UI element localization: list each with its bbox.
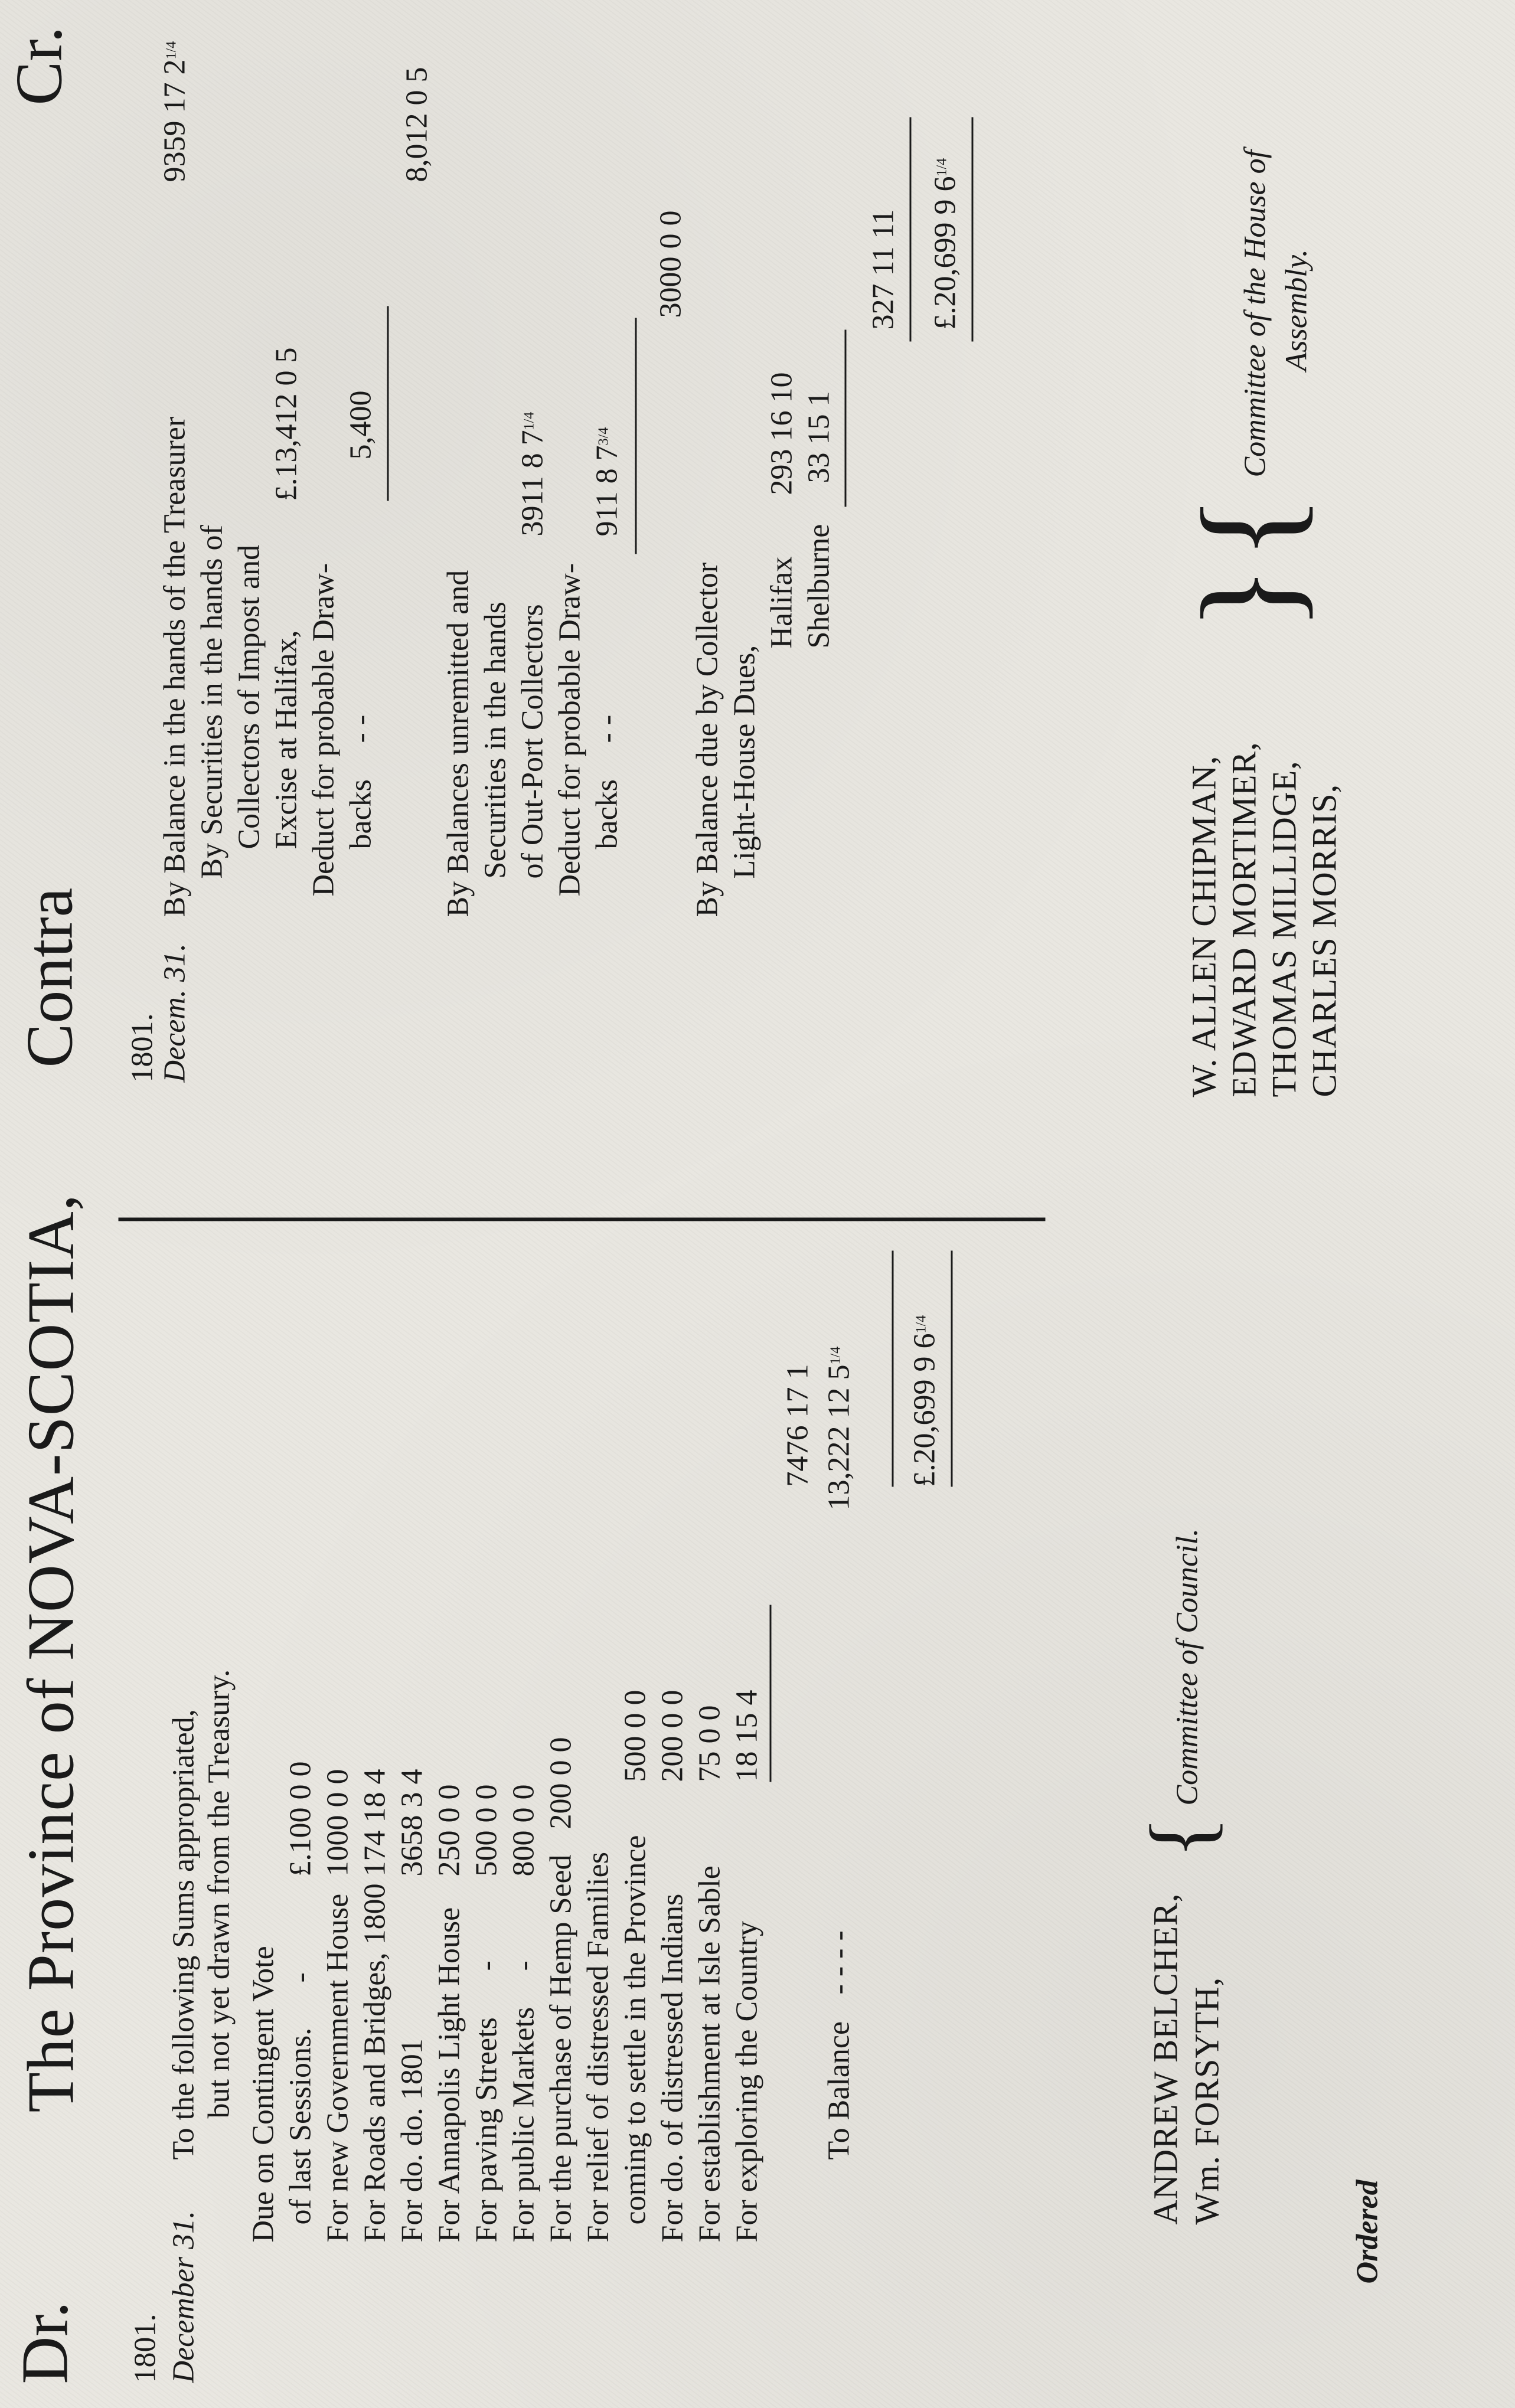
credit-total-rule-top	[910, 117, 912, 342]
assembly-label-line-1: Committee of the House of	[1238, 149, 1272, 478]
assembly-brace: }	[1173, 566, 1324, 631]
debit-item-label: For do. do. 1801	[395, 2038, 429, 2243]
credit-entry-line: of Out-Port Collectors	[515, 604, 550, 879]
contra-heading: Contra	[13, 887, 87, 1068]
credit-entry-line: backs	[344, 779, 378, 850]
credit-entry-sub: 5,400	[344, 390, 378, 460]
debit-item-label: For public Markets	[507, 2007, 541, 2243]
credit-entry-amount: 3000 0 0	[654, 210, 688, 318]
debit-item-amount: 174 18 4	[358, 1769, 392, 1877]
council-label: Committee of Council.	[1170, 1528, 1204, 1806]
council-brace: {	[1132, 1816, 1230, 1859]
debit-intro-line-2: but not yet drawn from the Treasury.	[202, 1669, 236, 2119]
assembly-member: CHARLES MORRIS,	[1305, 783, 1344, 1097]
credit-year: 1801.	[125, 1013, 159, 1083]
credit-entry-dashes: - -	[590, 714, 624, 743]
credit-entry-dashes: - -	[344, 714, 378, 743]
debit-item-label: For Roads and Bridges, 1800	[358, 1883, 392, 2243]
assembly-member: EDWARD MORTIMER,	[1225, 741, 1263, 1097]
credit-entry-line: Excise at Halifax,	[269, 630, 303, 850]
debit-item-dash: -	[283, 1972, 318, 1983]
assembly-label-line-2: Assembly.	[1279, 249, 1314, 371]
debit-item-label: For new Government House	[321, 1893, 355, 2243]
debit-item-label: For exploring the Country	[730, 1920, 764, 2243]
ledger-page	[1, 0, 1515, 2408]
council-member: Wm. FORSYTH,	[1187, 1976, 1226, 2225]
balance-dashes: - - - -	[822, 1930, 856, 1995]
debit-item-label: of last Sessions.	[283, 2027, 318, 2225]
credit-entry-line: By Balance due by Collector	[690, 562, 724, 917]
cr-heading: Cr.	[2, 26, 76, 106]
ordered-note: Ordered	[1350, 2180, 1385, 2284]
debit-item-amount: 500 0 0	[618, 1690, 652, 1782]
debit-item-label: For the purchase of Hemp Seed	[544, 1854, 578, 2243]
council-member: ANDREW BELCHER,	[1146, 1893, 1185, 2225]
credit-entry-sub: £.13,412 0 5	[269, 347, 303, 501]
debit-item-label: Due on Contingent Vote	[246, 1946, 280, 2243]
credit-rule	[387, 306, 389, 501]
credit-date: Decem. 31.	[158, 943, 192, 1083]
debit-item-amount: 75 0 0	[693, 1705, 727, 1782]
debit-item-amount: 18 15 4	[730, 1690, 764, 1782]
debit-item-amount: 800 0 0	[507, 1784, 541, 1877]
credit-entry-amount: 9359 17 $2^{1/4}$	[158, 41, 192, 182]
debit-items-rule	[770, 1605, 772, 1782]
credit-entry-amount: 8,012 0 5	[400, 67, 434, 182]
debit-total: £.20,699 9 $6^{1/4}$	[907, 1315, 942, 1487]
credit-entry-sub: 3911 8 $7^{1/4}$	[515, 411, 550, 537]
credit-entry-line: Securities in the hands	[478, 602, 512, 879]
credit-rule	[845, 330, 847, 507]
debit-item-label: For do. of distressed Indians	[655, 1893, 690, 2243]
credit-entry-line: By Securities in the hands of	[195, 525, 229, 879]
credit-entry-line: Collectors of Impost and	[232, 544, 266, 850]
assembly-member: W. ALLEN CHIPMAN,	[1184, 755, 1223, 1097]
credit-total: £.20,699 9 $6^{1/4}$	[928, 158, 962, 330]
debit-intro-line-1: To the following Sums appropriated,	[166, 1709, 201, 2160]
debit-year: 1801.	[128, 2314, 162, 2383]
debit-date: December 31.	[166, 2210, 201, 2383]
credit-entry-line: Light-House Dues,	[727, 645, 762, 879]
debit-item-label: For relief of distressed Families	[581, 1852, 615, 2243]
credit-entry-sub: 293 16 10	[765, 372, 799, 495]
balance-label: To Balance	[822, 2021, 856, 2160]
debit-item-label: For paving Streets	[469, 2017, 504, 2243]
debit-total-rule-top	[892, 1251, 894, 1487]
debit-item-amount: 500 0 0	[469, 1784, 504, 1877]
credit-entry-sub: 33 15 1	[802, 391, 836, 483]
credit-total-rule-bottom	[972, 117, 974, 342]
credit-entry-line: backs	[590, 779, 624, 850]
debit-item-amount: 1000 0 0	[321, 1769, 355, 1877]
debit-item-amount: 3658 3 4	[395, 1769, 429, 1877]
debit-item-amount: 200 0 0	[655, 1690, 690, 1782]
assembly-brace-2: {	[1173, 495, 1324, 560]
dr-heading: Dr.	[8, 2301, 82, 2384]
debit-item-label: For establishment at Isle Sable	[693, 1865, 727, 2243]
debit-item-label: coming to settle in the Province	[618, 1835, 652, 2225]
debit-item-label: For Annapolis Light House	[432, 1907, 466, 2243]
debit-total-rule-bottom	[951, 1251, 953, 1487]
credit-rule	[635, 318, 637, 554]
debit-item-amount: 250 0 0	[432, 1784, 466, 1877]
debit-item-dash: -	[507, 1961, 541, 1971]
credit-entry-line: Halifax	[765, 556, 799, 649]
credit-entry-sub: 911 8 $7^{3/4}$	[590, 427, 624, 537]
credit-entry-line: Deduct for probable Draw-	[553, 563, 587, 897]
credit-entry-amount: 327 11 11	[866, 209, 900, 330]
credit-entry-line: Shelburne	[802, 524, 836, 649]
credit-entry-line: By Balances unremitted and	[441, 570, 475, 917]
debit-item-amount: 200 0 0	[544, 1737, 578, 1829]
debit-item-amount: £.100 0 0	[283, 1761, 318, 1877]
credit-entry-line: Deduct for probable Draw-	[306, 563, 341, 897]
debit-item-dash: -	[469, 1961, 504, 1971]
page-title: The Province of NOVA-SCOTIA,	[14, 1194, 88, 2113]
center-divider	[119, 1218, 1046, 1221]
balance-amount: 13,222 12 $5^{1/4}$	[822, 1346, 856, 1511]
credit-entry-line: By Balance in the hands of the Treasurer	[158, 416, 192, 917]
assembly-member: THOMAS MILLIDGE,	[1265, 760, 1304, 1097]
debit-subtotal: 7476 17 1	[781, 1364, 815, 1487]
